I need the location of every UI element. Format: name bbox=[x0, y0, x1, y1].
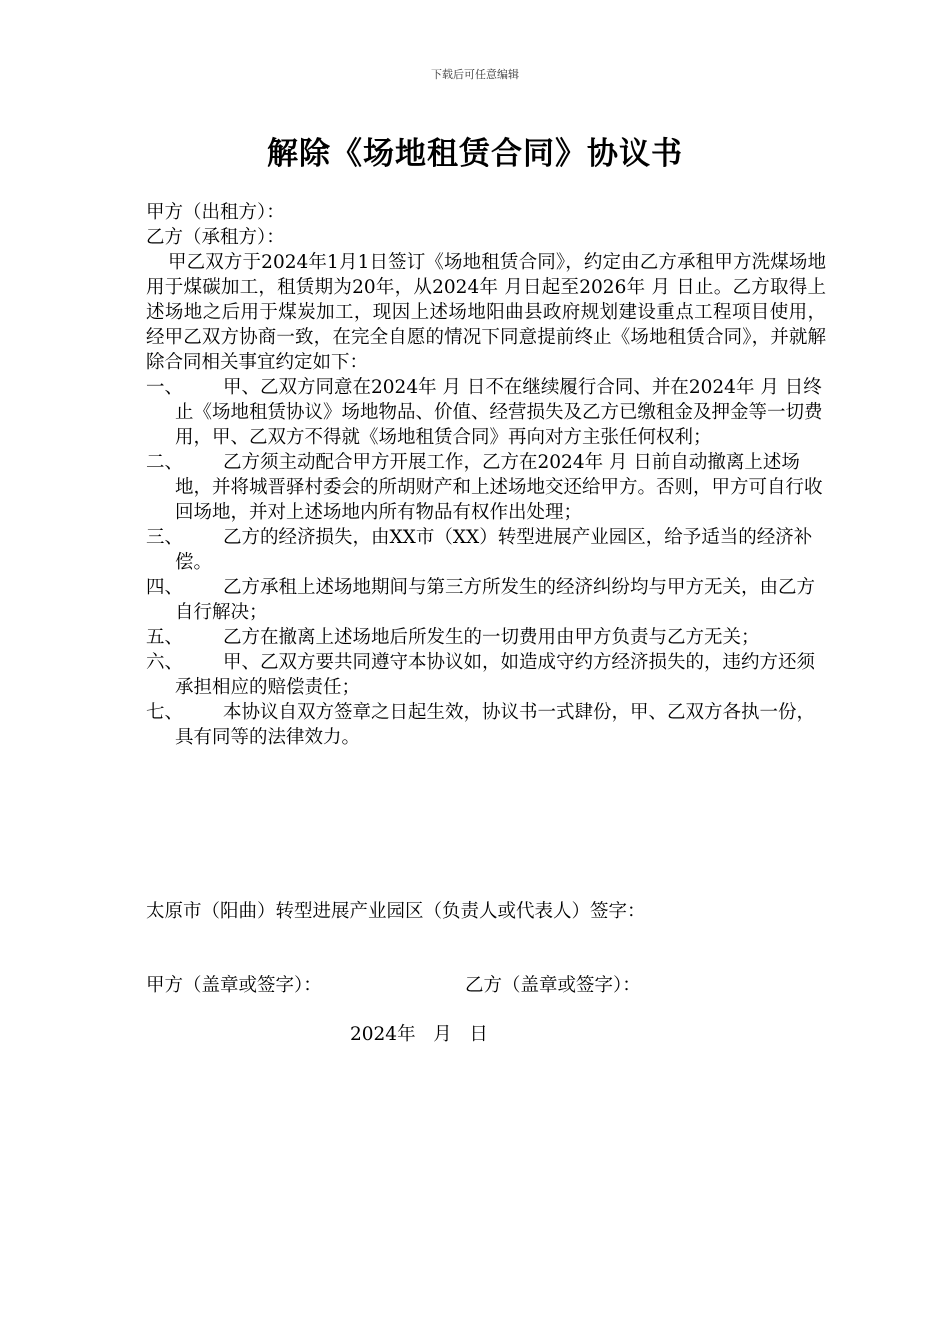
clause-1-number: 一、 bbox=[146, 377, 184, 398]
clause-2-number: 二、 bbox=[146, 452, 184, 473]
clause-2 bbox=[146, 450, 826, 525]
party-a-signature: 甲方（盖章或签字）： bbox=[146, 975, 322, 996]
clause-7-text: 本协议自双方签章之日起生效，协议书一式肆份，甲、乙双方各执一份，具有同等的法律效力。 bbox=[175, 702, 816, 748]
clause-7 bbox=[146, 700, 826, 750]
party-b-line: 乙方（承租方）： bbox=[146, 227, 285, 248]
signing-date: 2024年 月 日 bbox=[350, 1024, 488, 1045]
clause-3 bbox=[146, 525, 826, 575]
clause-3-number: 三、 bbox=[146, 527, 184, 548]
clause-6 bbox=[146, 650, 826, 700]
clause-3-text: 乙方的经济损失，由XX市（XX）转型进展产业园区，给予适当的经济补偿。 bbox=[175, 527, 813, 573]
clause-5 bbox=[146, 625, 826, 650]
park-signature-line: 太原市（阳曲）转型进展产业园区（负责人或代表人）签字： bbox=[146, 901, 646, 922]
clause-5-text: 乙方在撤离上述场地后所发生的一切费用由甲方负责与乙方无关； bbox=[223, 627, 760, 648]
clause-6-number: 六、 bbox=[146, 652, 184, 673]
clause-4-text: 乙方承租上述场地期间与第三方所发生的经济纠纷均与甲方无关，由乙方自行解决； bbox=[175, 577, 816, 623]
header-note: 下载后可任意编辑 bbox=[431, 68, 519, 81]
clause-1 bbox=[146, 375, 826, 450]
party-b-signature: 乙方（盖章或签字）： bbox=[465, 975, 641, 996]
clause-1-text: 甲、乙双方同意在2024年 月 日不在继续履行合同、并在2024年 月 日终止《场地租赁协议》场地物品、价值、经营损失及乙方已缴租金及押金等一切费用，甲、乙双方不得就《场地租赁合同》再向对方主张任何权利； bbox=[175, 377, 823, 448]
clause-4-number: 四、 bbox=[146, 577, 184, 598]
clause-7-number: 七、 bbox=[146, 702, 184, 723]
clause-2-text: 乙方须主动配合甲方开展工作，乙方在2024年 月 日前自动撤离上述场地，并将城晋驿村委会的所胡财产和上述场地交还给甲方。否则，甲方可自行收回场地，并对上述场地内所有物品有权作出处理； bbox=[175, 452, 823, 523]
intro-paragraph: 甲乙双方于2024年1月1日签订《场地租赁合同》，约定由乙方承租甲方洗煤场地用于煤碳加工，租赁期为20年，从2024年 月日起至2026年 月 日止。乙方取得上述场地之后用于煤炭加工，现因上述场地阳曲县政府规划建设重点工程项目使用，经甲乙双方协商一致，在完全自愿的情况下同意提前终止《场地租赁合同》，并就解除合同相关事宜约定如下： bbox=[146, 252, 826, 373]
clause-5-number: 五、 bbox=[146, 627, 184, 648]
document-title: 解除《场地租赁合同》协议书 bbox=[267, 136, 683, 172]
clause-6-text: 甲、乙双方要共同遵守本协议如，如造成守约方经济损失的，违约方还须承担相应的赔偿责任； bbox=[175, 652, 816, 698]
document-body bbox=[146, 200, 826, 750]
party-a-line: 甲方（出租方）： bbox=[146, 202, 285, 223]
clause-4 bbox=[146, 575, 826, 625]
